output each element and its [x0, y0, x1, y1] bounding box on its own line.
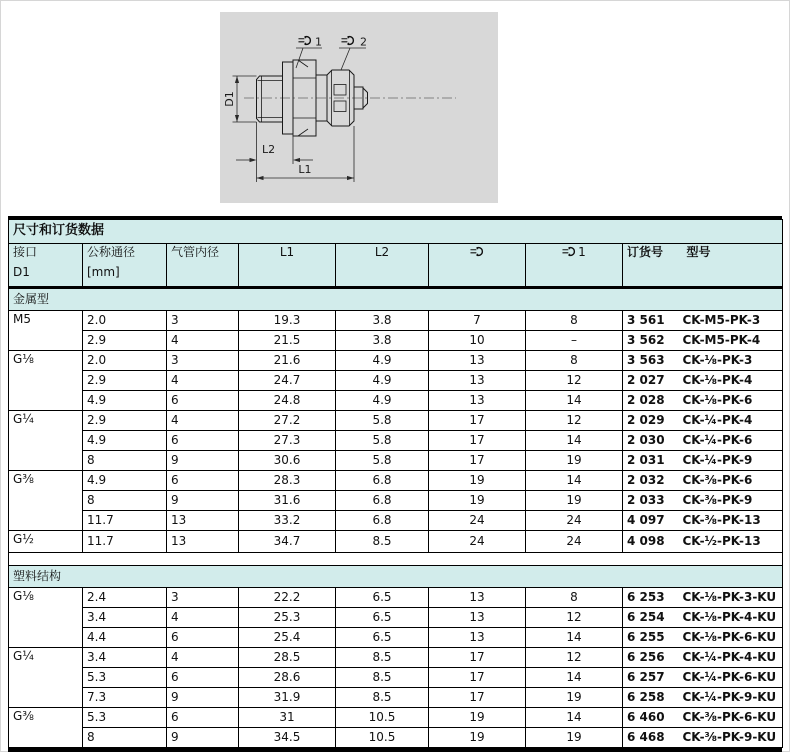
l2-cell: 6.8: [336, 511, 429, 531]
dimension-d1: [223, 76, 257, 122]
l1-cell: 27.3: [239, 431, 336, 451]
type-code-cell: CK-⅜-PK-9-KU: [683, 728, 783, 748]
wrench1-suffix: 1: [578, 245, 586, 259]
order-number-cell: 6 253: [623, 588, 683, 608]
nominal-cell: 2.0: [83, 351, 167, 371]
l1-cell: 33.2: [239, 511, 336, 531]
table-row: [9, 311, 783, 331]
col-header-type: 型号: [683, 244, 783, 288]
port-cell: G⅛: [9, 351, 83, 411]
l1-cell: 25.4: [239, 628, 336, 648]
order-number-cell: 2 028: [623, 391, 683, 411]
nominal-cell: 3.4: [83, 648, 167, 668]
nominal-cell: 7.3: [83, 688, 167, 708]
type-code-cell: CK-⅛-PK-4: [683, 371, 783, 391]
section-gap: [9, 553, 783, 566]
wrench1-cell: 19: [526, 688, 623, 708]
section-header-row: [9, 288, 783, 311]
order-number-cell: 6 257: [623, 668, 683, 688]
l1-cell: 28.5: [239, 648, 336, 668]
l1-cell: 34.5: [239, 728, 336, 748]
table-row: [9, 708, 783, 728]
l2-cell: 3.8: [336, 311, 429, 331]
tube-cell: 9: [167, 491, 239, 511]
wrench1-cell: 24: [526, 531, 623, 553]
l2-cell: 5.8: [336, 431, 429, 451]
table-row: [9, 511, 783, 531]
wrench-cell: 17: [429, 688, 526, 708]
wrench1-cell: 12: [526, 371, 623, 391]
wrench-cell: 13: [429, 391, 526, 411]
order-number-cell: 2 032: [623, 471, 683, 491]
tube-cell: 4: [167, 331, 239, 351]
l1-cell: 25.3: [239, 608, 336, 628]
tube-cell: 3: [167, 588, 239, 608]
l2-cell: 4.9: [336, 391, 429, 411]
type-code-cell: CK-⅜-PK-9: [683, 491, 783, 511]
tube-cell: 6: [167, 668, 239, 688]
tube-cell: 6: [167, 391, 239, 411]
wrench1-cell: 8: [526, 588, 623, 608]
order-number-cell: 3 563: [623, 351, 683, 371]
wrench1-cell: 14: [526, 628, 623, 648]
nominal-cell: 2.4: [83, 588, 167, 608]
order-number-cell: 3 561: [623, 311, 683, 331]
table-row: [9, 391, 783, 411]
wrench-icon: [562, 246, 577, 257]
dimensions-ordering-table: [8, 216, 782, 752]
port-cell: G¼: [9, 411, 83, 471]
wrench-cell: 13: [429, 588, 526, 608]
tube-cell: 4: [167, 411, 239, 431]
col-header-nominal: [83, 244, 167, 288]
wrench1-callout: [296, 36, 322, 69]
wrench-cell: 17: [429, 411, 526, 431]
port-cell: M5: [9, 311, 83, 351]
l2-cell: 6.8: [336, 471, 429, 491]
order-number-cell: 6 256: [623, 648, 683, 668]
nominal-cell: 8: [83, 451, 167, 471]
table-row: [9, 531, 783, 553]
type-code-cell: CK-⅛-PK-4-KU: [683, 608, 783, 628]
nominal-cell: 2.0: [83, 311, 167, 331]
type-code-cell: CK-¼-PK-4: [683, 411, 783, 431]
nominal-cell: 3.4: [83, 608, 167, 628]
table-row: [9, 688, 783, 708]
wrench-icon: [298, 37, 310, 45]
l2-cell: 8.5: [336, 531, 429, 553]
section-header-row: [9, 566, 783, 588]
type-code-cell: CK-¼-PK-6-KU: [683, 668, 783, 688]
wrench1-cell: 14: [526, 391, 623, 411]
tube-cell: 3: [167, 311, 239, 331]
l2-cell: 6.5: [336, 588, 429, 608]
wrench-cell: 19: [429, 708, 526, 728]
port-cell: G½: [9, 531, 83, 553]
order-number-cell: 6 468: [623, 728, 683, 748]
wrench2-callout: [339, 36, 367, 71]
wrench-cell: 24: [429, 511, 526, 531]
l2-cell: 5.8: [336, 411, 429, 431]
type-code-cell: CK-½-PK-13: [683, 531, 783, 553]
wrench1-cell: 19: [526, 451, 623, 471]
type-code-cell: CK-⅜-PK-13: [683, 511, 783, 531]
col-header-tube: 气管内径: [167, 244, 239, 288]
tube-cell: 4: [167, 371, 239, 391]
wrench-cell: 24: [429, 531, 526, 553]
l2-cell: 10.5: [336, 708, 429, 728]
tube-cell: 4: [167, 608, 239, 628]
wrench-cell: 19: [429, 491, 526, 511]
tube-cell: 13: [167, 531, 239, 553]
port-cell: G⅛: [9, 588, 83, 648]
table-header-row: [9, 244, 783, 288]
dim-label-l2: L2: [262, 143, 276, 156]
type-code-cell: CK-⅜-PK-6-KU: [683, 708, 783, 728]
wrench-cell: 10: [429, 331, 526, 351]
nominal-cell: 2.9: [83, 331, 167, 351]
table-row: [9, 371, 783, 391]
wrench1-cell: 14: [526, 471, 623, 491]
order-number-cell: 6 254: [623, 608, 683, 628]
l1-cell: 19.3: [239, 311, 336, 331]
wrench-cell: 17: [429, 431, 526, 451]
order-number-cell: 4 097: [623, 511, 683, 531]
wrench1-number: 1: [315, 35, 322, 49]
table-row: [9, 331, 783, 351]
nominal-cell: 5.3: [83, 668, 167, 688]
threaded-stud: [257, 76, 283, 122]
table-row: [9, 471, 783, 491]
wrench-cell: 17: [429, 648, 526, 668]
order-number-cell: 6 255: [623, 628, 683, 648]
wrench1-cell: 8: [526, 311, 623, 331]
tube-cell: 6: [167, 471, 239, 491]
l1-cell: 31.9: [239, 688, 336, 708]
tube-cell: 4: [167, 648, 239, 668]
col-header-port-line1: 接口: [13, 245, 38, 259]
section-header: 金属型: [9, 288, 783, 311]
wrench-cell: 17: [429, 668, 526, 688]
l1-cell: 28.3: [239, 471, 336, 491]
type-code-cell: CK-M5-PK-3: [683, 311, 783, 331]
l2-cell: 10.5: [336, 728, 429, 748]
section-header: 塑料结构: [9, 566, 783, 588]
order-number-cell: 6 460: [623, 708, 683, 728]
l2-cell: 6.5: [336, 628, 429, 648]
table-row: [9, 608, 783, 628]
col-header-port-line2: D1: [13, 265, 30, 280]
table-row: [9, 451, 783, 471]
table-row: [9, 588, 783, 608]
wrench1-cell: 24: [526, 511, 623, 531]
col-header-l1: L1: [239, 244, 336, 288]
type-code-cell: CK-⅛-PK-3: [683, 351, 783, 371]
wrench1-cell: 19: [526, 728, 623, 748]
col-header-wrench: [429, 244, 526, 288]
tube-cell: 6: [167, 431, 239, 451]
wrench-icon: [341, 37, 353, 45]
wrench1-cell: –: [526, 331, 623, 351]
wrench-cell: 13: [429, 371, 526, 391]
wrench1-cell: 14: [526, 431, 623, 451]
l2-cell: 4.9: [336, 371, 429, 391]
col-header-nominal-line1: 公称通径: [87, 245, 136, 259]
order-number-cell: 2 029: [623, 411, 683, 431]
l2-cell: 6.8: [336, 491, 429, 511]
l2-cell: 8.5: [336, 668, 429, 688]
order-number-cell: 2 031: [623, 451, 683, 471]
col-header-wrench1: [526, 244, 623, 288]
type-code-cell: CK-⅜-PK-6: [683, 471, 783, 491]
nominal-cell: 4.9: [83, 391, 167, 411]
wrench1-cell: 12: [526, 608, 623, 628]
fitting-drawing: [220, 12, 498, 203]
l1-cell: 31: [239, 708, 336, 728]
tube-cell: 9: [167, 451, 239, 471]
table-row: [9, 628, 783, 648]
wrench-cell: 19: [429, 728, 526, 748]
wrench-icon: [470, 246, 485, 257]
l1-cell: 21.6: [239, 351, 336, 371]
l2-cell: 3.8: [336, 331, 429, 351]
type-code-cell: CK-M5-PK-4: [683, 331, 783, 351]
l2-cell: 4.9: [336, 351, 429, 371]
table-row: [9, 648, 783, 668]
l1-cell: 28.6: [239, 668, 336, 688]
l1-cell: 24.7: [239, 371, 336, 391]
type-code-cell: CK-⅛-PK-6: [683, 391, 783, 411]
col-header-order: 订货号: [623, 244, 683, 288]
nominal-cell: 4.4: [83, 628, 167, 648]
nominal-cell: 2.9: [83, 371, 167, 391]
order-number-cell: 2 030: [623, 431, 683, 451]
dim-label-d1: D1: [223, 91, 236, 107]
wrench-cell: 13: [429, 351, 526, 371]
l1-cell: 30.6: [239, 451, 336, 471]
tube-cell: 13: [167, 511, 239, 531]
col-header-nominal-line2: [mm]: [87, 265, 120, 280]
wrench-cell: 17: [429, 451, 526, 471]
port-cell: G⅜: [9, 708, 83, 748]
type-code-cell: CK-¼-PK-9: [683, 451, 783, 471]
wrench-cell: 19: [429, 471, 526, 491]
order-number-cell: 2 027: [623, 371, 683, 391]
col-header-port: [9, 244, 83, 288]
wrench1-cell: 12: [526, 648, 623, 668]
l2-cell: 6.5: [336, 608, 429, 628]
order-number-cell: 4 098: [623, 531, 683, 553]
type-code-cell: CK-¼-PK-9-KU: [683, 688, 783, 708]
table-row: [9, 668, 783, 688]
table-title: 尺寸和订货数据: [9, 220, 783, 244]
nominal-cell: 8: [83, 728, 167, 748]
nominal-cell: 2.9: [83, 411, 167, 431]
l1-cell: 22.2: [239, 588, 336, 608]
l1-cell: 27.2: [239, 411, 336, 431]
l2-cell: 5.8: [336, 451, 429, 471]
wrench1-cell: 19: [526, 491, 623, 511]
port-cell: G⅜: [9, 471, 83, 531]
table-row: [9, 728, 783, 748]
wrench-cell: 13: [429, 608, 526, 628]
type-code-cell: CK-¼-PK-6: [683, 431, 783, 451]
wrench1-cell: 14: [526, 708, 623, 728]
table-row: [9, 431, 783, 451]
l2-cell: 8.5: [336, 688, 429, 708]
table-row: [9, 351, 783, 371]
l1-cell: 21.5: [239, 331, 336, 351]
tube-cell: 6: [167, 708, 239, 728]
table-row: [9, 491, 783, 511]
nominal-cell: 4.9: [83, 471, 167, 491]
order-number-cell: 6 258: [623, 688, 683, 708]
wrench1-cell: 8: [526, 351, 623, 371]
nominal-cell: 11.7: [83, 531, 167, 553]
type-code-cell: CK-¼-PK-4-KU: [683, 648, 783, 668]
nominal-cell: 11.7: [83, 511, 167, 531]
type-code-cell: CK-⅛-PK-6-KU: [683, 628, 783, 648]
wrench2-number: 2: [360, 35, 367, 49]
fitting-drawing-svg: [220, 12, 498, 203]
order-number-cell: 2 033: [623, 491, 683, 511]
wrench1-cell: 12: [526, 411, 623, 431]
dim-label-l1: L1: [298, 163, 312, 176]
port-cell: G¼: [9, 648, 83, 708]
nominal-cell: 4.9: [83, 431, 167, 451]
dimension-l2: [236, 122, 313, 164]
wrench-cell: 13: [429, 628, 526, 648]
l2-cell: 8.5: [336, 648, 429, 668]
wrench-cell: 7: [429, 311, 526, 331]
tube-cell: 6: [167, 628, 239, 648]
l1-cell: 34.7: [239, 531, 336, 553]
tube-cell: 3: [167, 351, 239, 371]
wrench1-cell: 14: [526, 668, 623, 688]
tube-cell: 9: [167, 688, 239, 708]
tube-cell: 9: [167, 728, 239, 748]
table-row: [9, 411, 783, 431]
table-title-row: [9, 220, 783, 244]
col-header-l2: L2: [336, 244, 429, 288]
l1-cell: 31.6: [239, 491, 336, 511]
order-number-cell: 3 562: [623, 331, 683, 351]
type-code-cell: CK-⅛-PK-3-KU: [683, 588, 783, 608]
nominal-cell: 8: [83, 491, 167, 511]
nominal-cell: 5.3: [83, 708, 167, 728]
l1-cell: 24.8: [239, 391, 336, 411]
